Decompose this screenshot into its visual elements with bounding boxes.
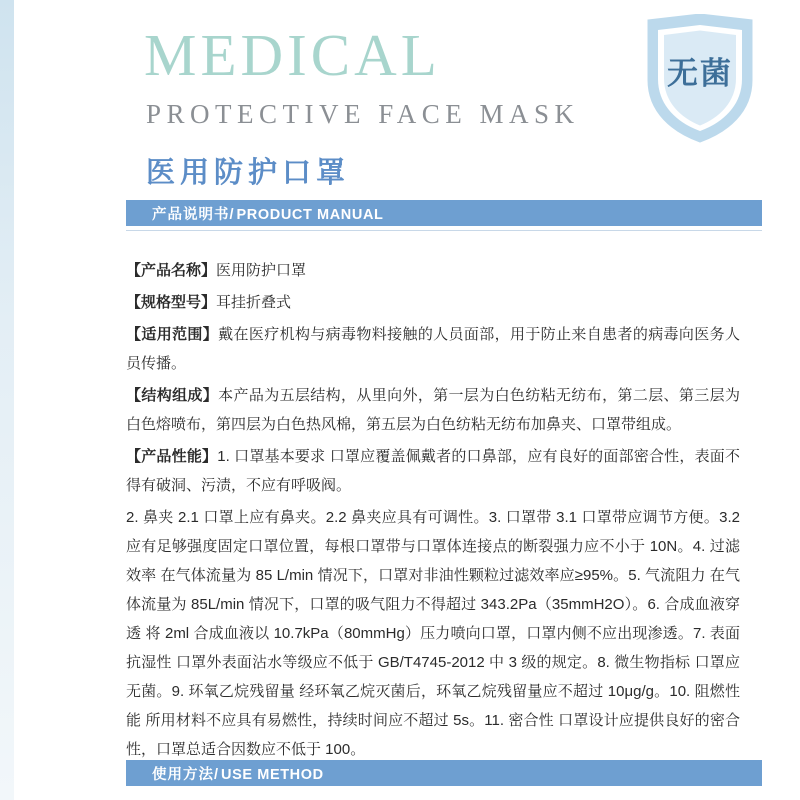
- product-structure-value: 本产品为五层结构，从里向外，第一层为白色纺粘无纺布，第二层、第三层为白色熔喷布，第四层为白色热风棉，第五层为白色纺粘无纺布加鼻夹、口罩带组成。: [126, 387, 740, 433]
- product-model-label: 【规格型号】: [126, 294, 217, 311]
- product-scope-label: 【适用范围】: [126, 326, 219, 343]
- use-method-label-cn: 使用方法/: [152, 766, 220, 783]
- page-title: MEDICAL: [144, 22, 441, 88]
- product-model-value: 耳挂折叠式: [216, 294, 292, 311]
- section-label-en: PRODUCT MANUAL: [236, 206, 384, 223]
- product-structure-label: 【结构组成】: [126, 387, 219, 404]
- page-subtitle: PROTECTIVE FACE MASK: [146, 99, 580, 129]
- use-method-label-en: USE METHOD: [221, 766, 324, 783]
- page-header: [118, 0, 778, 196]
- product-name-row: [126, 256, 740, 285]
- page-title-cn: 医用防护口罩: [146, 157, 351, 189]
- product-performance-item-1: 1. 口罩基本要求 口罩应覆盖佩戴者的口鼻部，应有良好的面部密合性，表面不得有破洞、污渍，不应有呼吸阀。: [126, 448, 740, 494]
- manual-body: [118, 226, 754, 764]
- section-header-product-manual: [126, 200, 762, 226]
- product-performance-row: [126, 442, 740, 500]
- product-name-label: 【产品名称】: [126, 262, 217, 279]
- sterile-shield-icon: [644, 14, 756, 144]
- product-scope-value: 戴在医疗机构与病毒物料接触的人员面部，用于防止来自患者的病毒向医务人员传播。: [126, 326, 740, 372]
- product-structure-row: [126, 381, 740, 439]
- product-name-value: 医用防护口罩: [216, 262, 307, 279]
- page-content: [118, 0, 778, 767]
- sterile-badge-text: 无菌: [667, 56, 733, 91]
- section-header-use-method: [126, 760, 762, 786]
- product-scope-row: [126, 320, 740, 378]
- section-label-cn: 产品说明书/: [152, 206, 235, 223]
- product-performance-label: 【产品性能】: [126, 448, 218, 465]
- left-accent-bar: [0, 0, 14, 800]
- product-performance-item-2: 2. 鼻夹 2.1 口罩上应有鼻夹。2.2 鼻夹应具有可调性。3. 口罩带 3.1 口罩带应调节方便。3.2 应有足够强度固定口罩位置，每根口罩带与口罩体连接点的断裂强力应不小于 10N。4. 过滤效率 在气体流量为 85 L/min 情况下，口罩对非油性颗粒过滤效率应≥95%。5. 气流阻力 在气体流量为 85L/min 情况下，口罩的吸气阻力不得超过 343.2Pa（35mmH2O）。6. 合成血液穿透 将 2ml 合成血液以 10.7kPa（80mmHg）压力喷向口罩，口罩内侧不应出现渗透。7. 表面抗湿性 口罩外表面沾水等级应不低于 GB/T4745-2012 中 3 级的规定。8. 微生物指标 口罩应无菌。9. 环氧乙烷残留量 经环氧乙烷灭菌后，环氧乙烷残留量应不超过 10μg/g。10. 阻燃性能 所用材料不应具有易燃性，持续时间应不超过 5s。11. 密合性 口罩设计应提供良好的密合性，口罩总适合因数应不低于 100。: [126, 509, 740, 758]
- product-performance-continued: [126, 503, 740, 764]
- product-model-row: [126, 288, 740, 317]
